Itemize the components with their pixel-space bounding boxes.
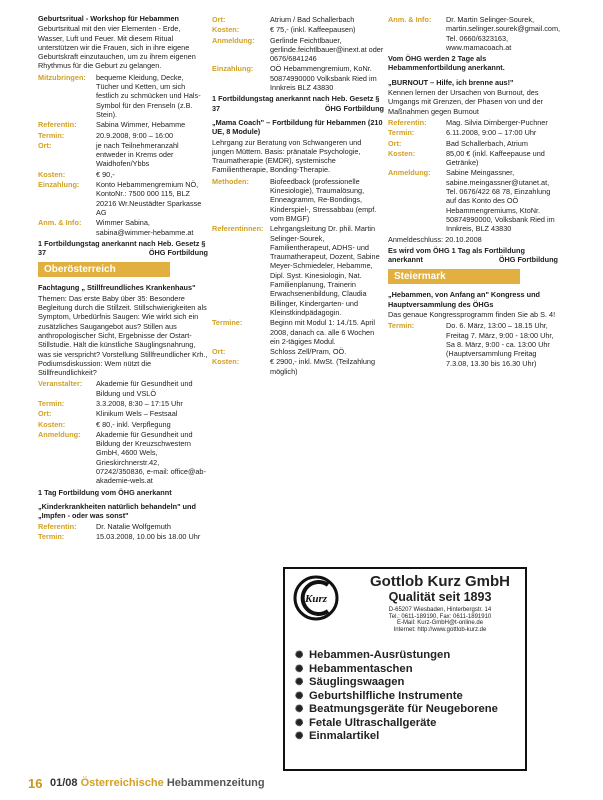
detail-row	[212, 347, 384, 356]
page-footer	[28, 774, 588, 794]
detail-row	[38, 420, 208, 429]
detail-label: Mitzubringen:	[38, 72, 86, 82]
detail-label: Kosten:	[388, 148, 416, 158]
event-title: Fachtagung „ Stillfreundliches Krankenhaus"	[38, 283, 196, 293]
event-description: Das genaue Kongressprogramm finden Sie ab S. 4!	[388, 310, 556, 320]
accreditation-text: Es wird vom ÖHG 1 Tag als Fortbildung anerkannt	[388, 245, 525, 265]
event-details	[38, 379, 208, 485]
detail-label: Termin:	[388, 128, 415, 138]
accreditation-label: ÖHG Fortbildung	[498, 255, 558, 265]
product-label: Hebammentaschen	[309, 662, 413, 675]
detail-label: Anmeldung:	[38, 429, 81, 439]
detail-value: 20.9.2008, 9:00 – 16:00	[96, 130, 174, 140]
detail-label: Termin:	[388, 321, 415, 331]
page-number: 16	[28, 776, 43, 791]
product-label: Beatmungsgeräte für Neugeborene	[309, 703, 498, 715]
detail-value: Gerlinde Feichtlbauer, gerlinde.feichtlbauer@inext.at oder 0676/6841246	[270, 35, 384, 64]
detail-row	[212, 25, 384, 34]
event-details	[388, 321, 558, 367]
detail-label: Ort:	[212, 15, 226, 24]
column-left	[38, 14, 208, 546]
accreditation-text: 1 Fortbildungstag anerkannt nach Heb. Gesetz § 37	[212, 94, 380, 113]
detail-value: Atrium / Bad Schallerbach	[270, 15, 355, 24]
detail-row	[38, 430, 208, 486]
detail-label: Ort:	[212, 347, 226, 357]
product-label: Hebammen-Ausrüstungen	[309, 649, 451, 661]
detail-label: Referentin:	[388, 117, 427, 127]
address-line: E-Mail: Kurz-GmbH@t-online.de	[396, 620, 484, 627]
detail-label: Ort:	[388, 138, 402, 148]
detail-row	[38, 379, 208, 398]
detail-label: Ort:	[38, 140, 52, 150]
detail-label: Kosten:	[38, 169, 66, 179]
event-title: „Hebammen, von Anfang an" Kongress und Hauptversammlung des ÖHGs	[388, 290, 540, 309]
detail-label: Anm. & Info:	[388, 15, 432, 24]
detail-row	[388, 118, 558, 127]
event-mama-coach	[212, 118, 384, 376]
detail-label: Termine:	[212, 318, 243, 328]
detail-value: Mag. Silvia Dirnberger-Puchner	[446, 117, 548, 127]
detail-row	[212, 224, 384, 317]
product-item	[295, 717, 521, 731]
detail-label: Methoden:	[212, 176, 249, 186]
event-details	[212, 177, 384, 376]
event-title: „BURNOUT – Hilfe, ich brenne aus!"	[388, 77, 514, 87]
detail-label: Anm. & Info:	[38, 218, 82, 228]
company-slogan: Qualität seit 1893	[388, 590, 492, 604]
issue-line	[50, 777, 265, 789]
column-middle	[212, 14, 384, 381]
detail-value: bequeme Kleidung, Decke, Tücher und Ketten, um sich festlich zu schmücken und Hals-Symbol für den Frenseln (z.B. Stein).	[96, 72, 201, 119]
detail-value: Klinikum Wels – Festsaal	[96, 409, 178, 419]
product-label: Einmalartikel	[309, 730, 380, 742]
sun-bullet-icon: ✺	[295, 677, 304, 688]
detail-row	[388, 128, 558, 137]
region-band-steiermark: Steiermark	[388, 269, 520, 284]
detail-value: € 2900,- inkl. MwSt. (Teilzahlung möglich)	[270, 357, 376, 376]
event-description: Lehrgang zur Beratung von Schwangeren und jungen Müttern. Basis: pränatale Psychologie, Traumatherapie (EMDR), systemische Familientherapie, Bonding-Therapie.	[212, 137, 362, 175]
kurz-logo-icon	[293, 575, 339, 621]
detail-row	[388, 15, 561, 52]
event-title: „Kinderkrankheiten natürlich behandeln" und „Impfen - oder was sonst"	[38, 501, 196, 521]
issue-number: 01/08	[50, 777, 78, 789]
detail-label: Einzahlung:	[212, 64, 254, 74]
detail-row	[38, 141, 208, 169]
detail-row	[38, 73, 208, 119]
event-stillfreundliches-krankenhaus	[38, 283, 208, 497]
detail-value: Dr. Natalie Wolfgemuth	[96, 521, 171, 531]
detail-value: Akademie für Gesundheit und Bildung der Kreuzschwestern GmbH, 4600 Wels, Grieskirchnerstr.42, 07242/350836, e-mail: office@ab-akademie-wels.at	[96, 429, 206, 486]
detail-row	[38, 131, 208, 140]
detail-label: Referentin:	[38, 521, 77, 531]
product-label: Fetale Ultraschallgeräte	[309, 716, 437, 729]
detail-label: Veranstalter:	[38, 379, 83, 389]
registration-deadline: Anmeldeschluss: 20.10.2008	[388, 234, 482, 244]
detail-row	[212, 177, 384, 223]
detail-row	[212, 357, 384, 376]
detail-value: je nach Teilnehmeranzahl entweder in Krems oder Waidhofen/Ybbs	[96, 140, 179, 169]
event-continuation	[212, 15, 384, 113]
product-item	[295, 649, 521, 663]
magazine-name-b: Hebammenzeitung	[166, 777, 265, 789]
event-burnout	[388, 78, 558, 265]
column-right	[388, 14, 561, 373]
region-band-oberoesterreich: Oberösterreich	[38, 262, 170, 277]
detail-label: Einzahlung:	[38, 180, 80, 190]
sun-bullet-icon: ✺	[295, 663, 304, 675]
detail-label: Kosten:	[38, 419, 66, 429]
product-item	[295, 730, 521, 744]
event-title: Geburtsritual - Workshop für Hebammen	[38, 14, 179, 23]
sun-bullet-icon: ✺	[295, 650, 304, 661]
accreditation-label: ÖHG Fortbildung	[324, 103, 384, 113]
detail-row	[38, 120, 208, 129]
accreditation-note	[388, 54, 558, 73]
product-item	[295, 676, 521, 690]
accreditation-text: 1 Tag Fortbildung vom ÖHG anerkannt	[38, 487, 172, 497]
detail-label: Kosten:	[212, 357, 240, 367]
detail-row	[212, 64, 384, 92]
detail-row	[38, 522, 208, 531]
event-description: Kennen lernen der Ursachen von Burnout, des Umgangs mit Grenzen, der Phasen von und der Maßnahmen gegen Burnout	[388, 88, 543, 116]
detail-value: Sabina Wimmer, Hebamme	[96, 120, 186, 130]
detail-row	[388, 168, 558, 233]
product-label: Geburtshilfliche Instrumente	[309, 689, 463, 702]
product-item	[295, 703, 521, 717]
event-details	[212, 15, 384, 92]
event-details	[38, 73, 208, 237]
detail-value: Wimmer Sabina, sabina@wimmer-hebamme.at	[96, 218, 194, 237]
detail-row	[38, 218, 208, 237]
detail-label: Referentin:	[38, 120, 77, 130]
event-details	[388, 118, 558, 234]
sun-bullet-icon: ✺	[295, 690, 304, 702]
detail-value: 6.11.2008, 9:00 – 17:00 Uhr	[446, 128, 537, 138]
detail-value: € 90,-	[96, 169, 115, 179]
detail-row	[212, 36, 384, 64]
detail-value: OÖ Hebammengremium, KoNr. 50874990000 Volksbank Ried im Innkreis BLZ 43830	[270, 64, 377, 93]
detail-value: € 80,- inkl. Verpflegung	[96, 419, 171, 429]
detail-value: Bad Schallerbach, Atrium	[446, 138, 528, 148]
detail-label: Referentinnen:	[212, 224, 264, 234]
detail-row	[38, 409, 208, 418]
detail-label: Anmeldung:	[388, 168, 431, 178]
sun-bullet-icon: ✺	[295, 731, 304, 742]
detail-row	[388, 149, 558, 168]
event-continuation	[388, 15, 561, 73]
company-name: Gottlob Kurz GmbH	[370, 573, 510, 590]
accreditation-note	[388, 246, 558, 265]
accreditation-text: 1 Fortbildungstag anerkannt nach Heb. Gesetz § 37	[38, 238, 206, 258]
detail-value: Sabine Meingassner, sabine.meingassner@utanet.at, Tel. 0676/422 68 78, Einzahlung auf das Konto des OÖ Hebammengremiums, KtoNr. 50874990000, Volksbank Ried im Innkreis, BLZ 43830	[446, 168, 555, 234]
product-item	[295, 690, 521, 704]
event-kongress	[388, 290, 558, 367]
detail-label: Ort:	[38, 409, 52, 419]
sun-bullet-icon: ✺	[295, 704, 304, 715]
accreditation-label: ÖHG Fortbildung	[148, 248, 208, 258]
accreditation-note	[38, 488, 208, 497]
event-details	[38, 522, 208, 542]
event-details	[388, 15, 561, 52]
address-line: Tel.: 0611-189190, Fax: 0611-1891910	[388, 613, 492, 620]
detail-row	[38, 532, 208, 541]
detail-value: Biofeedback (professionelle Kinesiologie), Traumalösung, Enneagramm, Re-Bondings, Kinderspiel-, Stressabbau (empf. vom BMGF)	[270, 176, 377, 223]
detail-row	[38, 399, 208, 408]
product-item	[295, 663, 521, 677]
magazine-name-a: Österreichische	[80, 777, 164, 789]
detail-label: Termin:	[38, 398, 65, 408]
accreditation-note	[38, 239, 208, 258]
detail-row	[38, 180, 208, 217]
event-description: Geburtsritual mit den vier Elementen - Erde, Wasser, Luft und Feuer. Mit diesem Ritual unterstützen wir die Frauen, sich in ihre eigene Geburtskraft einzutauchen, um zu ihrem eigenen Rhythmus für die Geburt zu gelangen.	[38, 24, 196, 71]
detail-row	[388, 321, 558, 367]
detail-label: Termin:	[38, 130, 65, 140]
detail-value: € 75,- (inkl. Kaffeepausen)	[270, 25, 356, 35]
detail-label: Kosten:	[212, 25, 240, 35]
detail-value: Do. 6. März, 13:00 – 18.15 Uhr, Freitag 7. März, 9:00 - 18:00 Uhr, Sa 8. März, 9:00 - ca. 13:00 Uhr (Hauptversammlung Freitag 7.3.08, 13.30 bis 16.30 Uhr)	[446, 321, 554, 368]
detail-row	[212, 318, 384, 346]
detail-value: Lehrgangsleitung Dr. phil. Martin Selinger-Sourek, Familientherapeut, ADHS- und Traumatherapeut, Dozent, Sabine Meyer-Schmiedeler, Hebamme, Dipl. Syst. Kinesiologin, Nat. Familienplanung, Trainerin Erwachsenenbildung, Claudia Billinger, Kindergarten- und Kleinstkindpädagogin.	[270, 224, 380, 317]
address-line: Internet: http://www.gottlob-kurz.de	[393, 626, 487, 633]
product-list	[295, 649, 521, 744]
event-geburtsritual	[38, 14, 208, 257]
company-address	[357, 607, 523, 633]
detail-value: Konto Hebammengremium NÖ, KontoNr.: 7500 000 115, BLZ 20216 Wr.Neustädter Sparkasse AG	[96, 180, 202, 217]
detail-value: 85,00 € (inkl. Kaffeepause und Getränke)	[446, 148, 545, 168]
advertisement-kurz	[283, 567, 527, 771]
address-line: D-65207 Wiesbaden, Hinterbergstr. 14	[388, 607, 492, 613]
detail-row	[38, 170, 208, 179]
detail-value: Beginn mit Modul 1: 14./15. April 2008, danach ca. alle 6 Wochen ein 2-tägiges Modul.	[270, 318, 376, 346]
event-title: „Mama Coach" – Fortbildung für Hebammen (210 UE, 8 Module)	[212, 117, 383, 137]
logo-text: Kurz	[304, 593, 328, 605]
event-description: Themen: Das erste Baby über 35: Besondere Begleitung durch die Stillzeit. Stillschwierigkeiten als Symptom, Urbedürfnis Saugen: Wie wirkt sich ein zusätzliches Saugangebot aus? Stillen aus anthropologischer Sicht, Ergebnisse der Ostart-Stillstudie. Hält die künstliche Säuglingsnahrung, was sie verspricht? Vorstellung Stillfreundlicher Krh., Podiumsdiskussion: Wem nützt die Stillfreundlichkeit?	[38, 293, 208, 378]
sun-bullet-icon: ✺	[295, 717, 304, 729]
detail-label: Anmeldung:	[212, 35, 255, 45]
accreditation-note	[212, 94, 384, 113]
detail-value: Akademie für Gesundheit und Bildung und VSLÖ	[96, 379, 193, 398]
detail-value: Schloss Zell/Pram, OÖ.	[270, 347, 347, 357]
accreditation-text: Vom ÖHG werden 2 Tage als Hebammenfortbildung anerkannt.	[388, 54, 505, 73]
detail-row	[212, 15, 384, 24]
detail-value: Dr. Martin Selinger-Sourek, martin.selinger.sourek@gmail.com, Tel. 0660/6323163, www.mamacoach.at	[446, 15, 561, 52]
detail-value: 15.03.2008, 10.00 bis 18.00 Uhr	[96, 531, 201, 541]
event-kinderkrankheiten	[38, 502, 208, 541]
detail-value: 3.3.2008, 8:30 – 17:15 Uhr	[96, 398, 183, 408]
detail-label: Termin:	[38, 531, 65, 541]
product-label: Säuglingswaagen	[309, 676, 405, 688]
detail-row	[388, 139, 558, 148]
